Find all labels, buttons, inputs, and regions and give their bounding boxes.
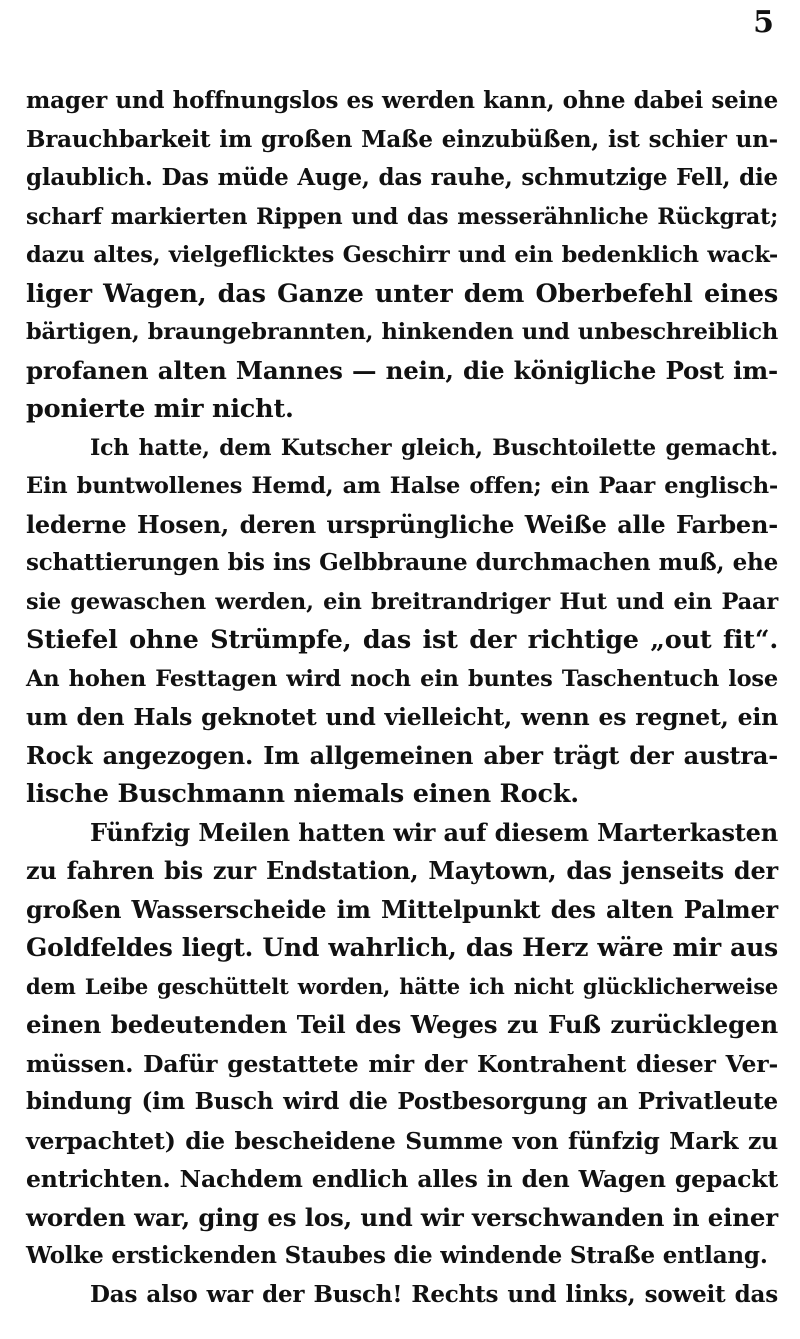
text-line: glaublich. Das müde Auge, das rauhe, schmutzige Fell, die (26, 164, 778, 191)
text-line: lische Buschmann niemals einen Rock. (26, 779, 579, 809)
text-line: Brauchbarkeit im großen Maße einzubüßen, ist schier un- (26, 125, 778, 153)
text-line: mager und hoffnungslos es werden kann, ohne dabei seine (26, 87, 778, 114)
paragraph (26, 1276, 778, 1315)
text-line: dazu altes, vielgeflicktes Geschirr und ein bedenklich wack- (26, 242, 778, 268)
text-line: entrichten. Nachdem endlich alles in den Wagen gepackt (26, 1165, 778, 1193)
text-line: Ich hatte, dem Kutscher gleich, Buschtoilette gemacht. (90, 434, 778, 461)
text-line: lederne Hosen, deren ursprüngliche Weiße alle Farben- (26, 509, 778, 539)
text-line: Das also war der Busch! Rechts und links, soweit das (90, 1280, 778, 1308)
text-line: großen Wasserscheide im Mittelpunkt des alten Palmer (26, 894, 778, 924)
text-line: ponierte mir nicht. (26, 394, 294, 424)
text-line: Ein buntwollenes Hemd, am Halse offen; ein Paar englisch- (26, 473, 778, 499)
text-line: profanen alten Mannes — nein, die königliche Post im- (26, 355, 778, 385)
paragraph (26, 814, 778, 1276)
text-line: um den Hals geknotet und vielleicht, wenn es regnet, ein (26, 703, 778, 731)
text-line: Rock angezogen. Im allgemeinen aber trägt der austra- (26, 740, 778, 770)
text-line: worden war, ging es los, und wir verschwanden in einer (26, 1202, 778, 1232)
text-line: müssen. Dafür gestattete mir der Kontrahent dieser Ver- (26, 1049, 778, 1078)
text-line: Fünfzig Meilen hatten wir auf diesem Marterkasten (90, 817, 778, 847)
body-text (26, 82, 778, 1314)
text-line: dem Leibe geschüttelt worden, hätte ich nicht glücklicherweise (26, 973, 778, 999)
text-line: bärtigen, braungebrannten, hinkenden und unbeschreiblich (26, 319, 778, 345)
paragraph (26, 429, 778, 814)
text-line: sie gewaschen werden, ein breitrandriger Hut und ein Paar (26, 588, 778, 615)
text-line: verpachtet) die bescheidene Summe von fünfzig Mark zu (26, 1126, 778, 1155)
text-line: An hohen Festtagen wird noch ein buntes Taschentuch lose (26, 665, 778, 692)
text-line: Wolke erstickenden Staubes die windende Straße entlang. (26, 1242, 768, 1269)
text-line: zu fahren bis zur Endstation, Maytown, das jenseits der (26, 856, 778, 885)
text-line: schattierungen bis ins Gelbbraune durchmachen muß, ehe (26, 549, 778, 576)
text-line: Goldfeldes liegt. Und wahrlich, das Herz wäre mir aus (26, 933, 778, 962)
text-line: einen bedeutenden Teil des Weges zu Fuß zurücklegen (26, 1010, 778, 1039)
text-line: liger Wagen, das Ganze unter dem Oberbefehl eines (26, 278, 778, 309)
text-line: Stiefel ohne Strümpfe, das ist der richtige „out fit“. (26, 625, 778, 655)
paragraph (26, 82, 778, 429)
page-number: 5 (753, 5, 774, 40)
text-line: scharf markierten Rippen und das messerähnliche Rückgrat; (26, 203, 778, 230)
text-line: bindung (im Busch wird die Postbesorgung an Privatleute (26, 1088, 778, 1115)
